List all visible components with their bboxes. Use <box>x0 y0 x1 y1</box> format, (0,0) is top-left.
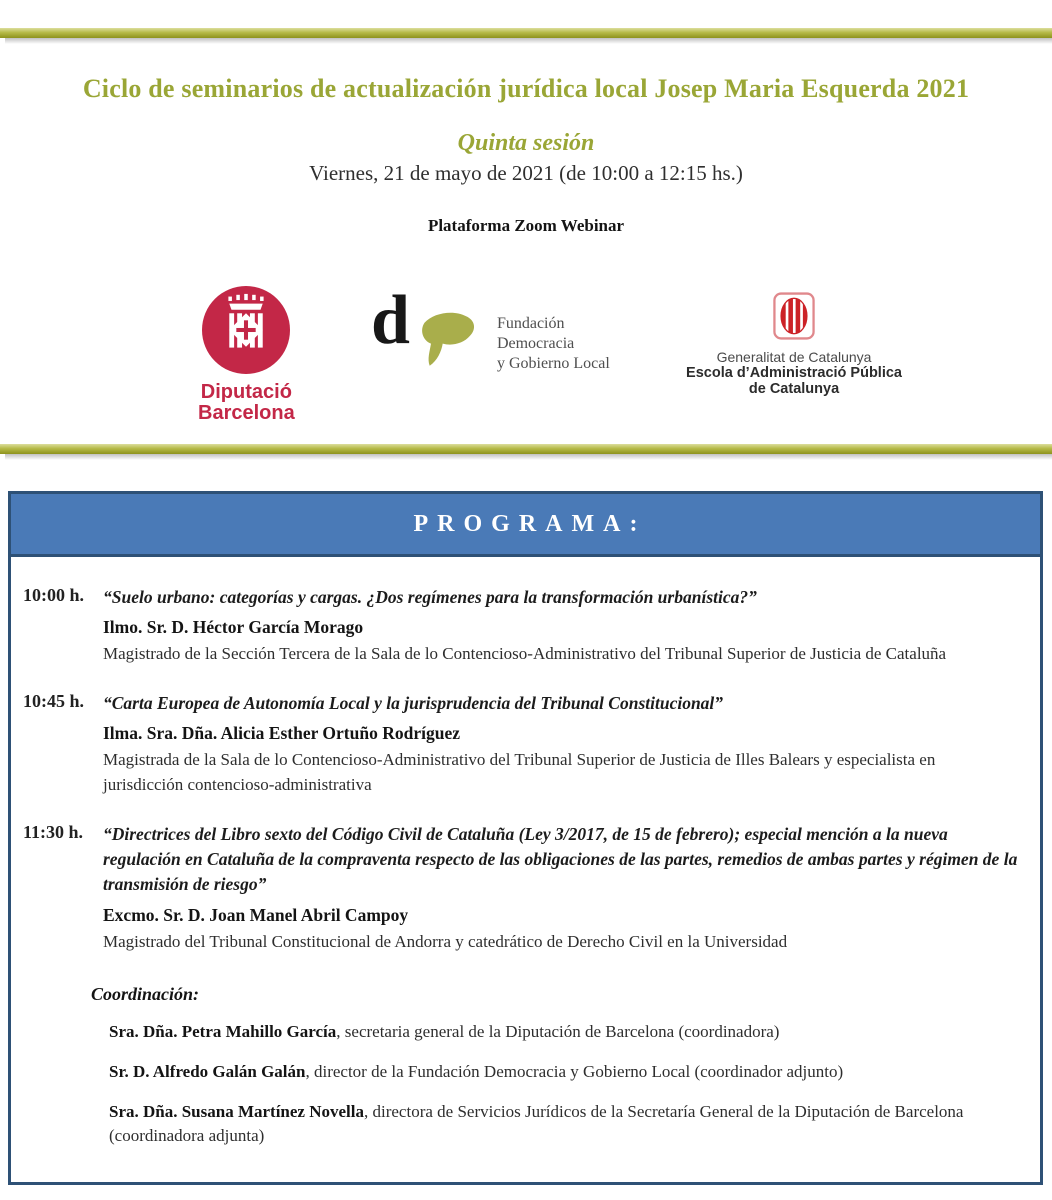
diputacio-wordmark-line1: Diputació <box>200 381 292 403</box>
coordinator-name: Sra. Dña. Petra Mahillo García <box>109 1022 337 1042</box>
session-title: “Suelo urbano: categorías y cargas. ¿Dos regímenes para la transformación urbanística?” <box>103 587 757 607</box>
session-speaker: Excmo. Sr. D. Joan Manel Abril Campoy <box>103 904 409 925</box>
program-session-3 <box>17 822 1020 955</box>
mid-divider <box>0 444 1052 454</box>
logos-row <box>0 282 1052 424</box>
session-speaker-role: Magistrada de la Sala de lo Contencioso-Administrativo del Tribunal Superior de Justicia de Illes Balears y especialista en jurisdicción contencioso-administrativa <box>103 750 936 795</box>
coordinator-entry-1 <box>109 1020 1009 1045</box>
session-subtitle: Quinta sesión <box>457 130 595 156</box>
generalitat-wordmark-line2: Escola d’Administració Pública <box>686 365 902 381</box>
session-info <box>103 691 1020 798</box>
program-session-2 <box>17 691 1020 798</box>
diputacio-wordmark <box>198 382 295 424</box>
session-time: 10:45 h. <box>23 691 85 712</box>
generalitat-wordmark-line1: Generalitat de Catalunya <box>716 349 872 365</box>
session-title: “Carta Europea de Autonomía Local y la jurisprudencia del Tribunal Constitucional” <box>103 693 724 714</box>
generalitat-senyera-icon <box>773 292 815 340</box>
diputacio-barcelona-icon <box>202 286 290 374</box>
event-date: Viernes, 21 de mayo de 2021 (de 10:00 a 12:15 hs.) <box>309 161 743 185</box>
fundacion-d-letter: d <box>370 282 410 359</box>
program-session-1 <box>17 585 1020 667</box>
session-speaker: Ilmo. Sr. D. Héctor García Morago <box>103 617 364 638</box>
coordinator-role: , secretaria general de la Diputación de Barcelona (coordinadora) <box>336 1022 780 1042</box>
fundacion-democracia-logo <box>370 282 610 380</box>
session-info <box>103 585 1020 667</box>
platform-label: Plataforma Zoom Webinar <box>427 216 625 235</box>
fundacion-wordmark-line1: Fundación <box>496 315 565 332</box>
diputacio-barcelona-logo <box>198 286 295 424</box>
coordination-heading: Coordinación: <box>91 984 200 1005</box>
generalitat-wordmark-line3: de Catalunya <box>748 381 840 397</box>
programa-body <box>11 557 1040 1149</box>
fundacion-mark <box>370 282 489 380</box>
fundacion-wordmark <box>497 314 610 374</box>
coordinator-role: , directora de Servicios Jurídicos de la Secretaría General de la Diputación de Barcelona (coordinadora adjunta) <box>109 1101 964 1146</box>
session-speaker: Ilma. Sra. Dña. Alicia Esther Ortuño Rodríguez <box>103 723 460 744</box>
fundacion-wordmark-line3: y Gobierno Local <box>496 355 610 372</box>
session-speaker-role: Magistrado del Tribunal Constitucional de Andorra y catedrático de Derecho Civil en la Universidad <box>103 931 788 951</box>
coordinator-entry-3 <box>109 1100 1009 1149</box>
page-title: Ciclo de seminarios de actualización jurídica local Josep Maria Esquerda 2021 <box>82 74 970 103</box>
coordinator-entry-2 <box>109 1060 1009 1085</box>
generalitat-eapc-logo <box>686 292 902 397</box>
session-time: 11:30 h. <box>23 821 84 842</box>
top-divider <box>0 28 1052 38</box>
session-info <box>103 822 1020 955</box>
diputacio-wordmark-line2: Barcelona <box>198 402 295 424</box>
coordinator-role: , director de la Fundación Democracia y Gobierno Local (coordinador adjunto) <box>305 1062 844 1082</box>
programa-section <box>8 491 1043 1185</box>
programa-heading: PROGRAMA: <box>11 494 1040 557</box>
coordinator-name: Sra. Dña. Susana Martínez Novella <box>109 1101 364 1121</box>
fundacion-wordmark-line2: Democracia <box>496 335 575 352</box>
session-title: “Directrices del Libro sexto del Código Civil de Cataluña (Ley 3/2017, de 15 de febrero); especial mención a la nueva regulación en Cataluña de la compraventa respecto de las obligaciones de las partes, remedios de ambas partes y régimen de la transmisión de riesgo” <box>103 823 1018 895</box>
coordinator-name: Sr. D. Alfredo Galán Galán <box>109 1062 306 1082</box>
session-time: 10:00 h. <box>23 585 85 605</box>
fundacion-blob-icon <box>405 302 483 380</box>
session-speaker-role: Magistrado de la Sección Tercera de la Sala de lo Contencioso-Administrativo del Tribunal Superior de Justicia de Cataluña <box>103 644 947 664</box>
